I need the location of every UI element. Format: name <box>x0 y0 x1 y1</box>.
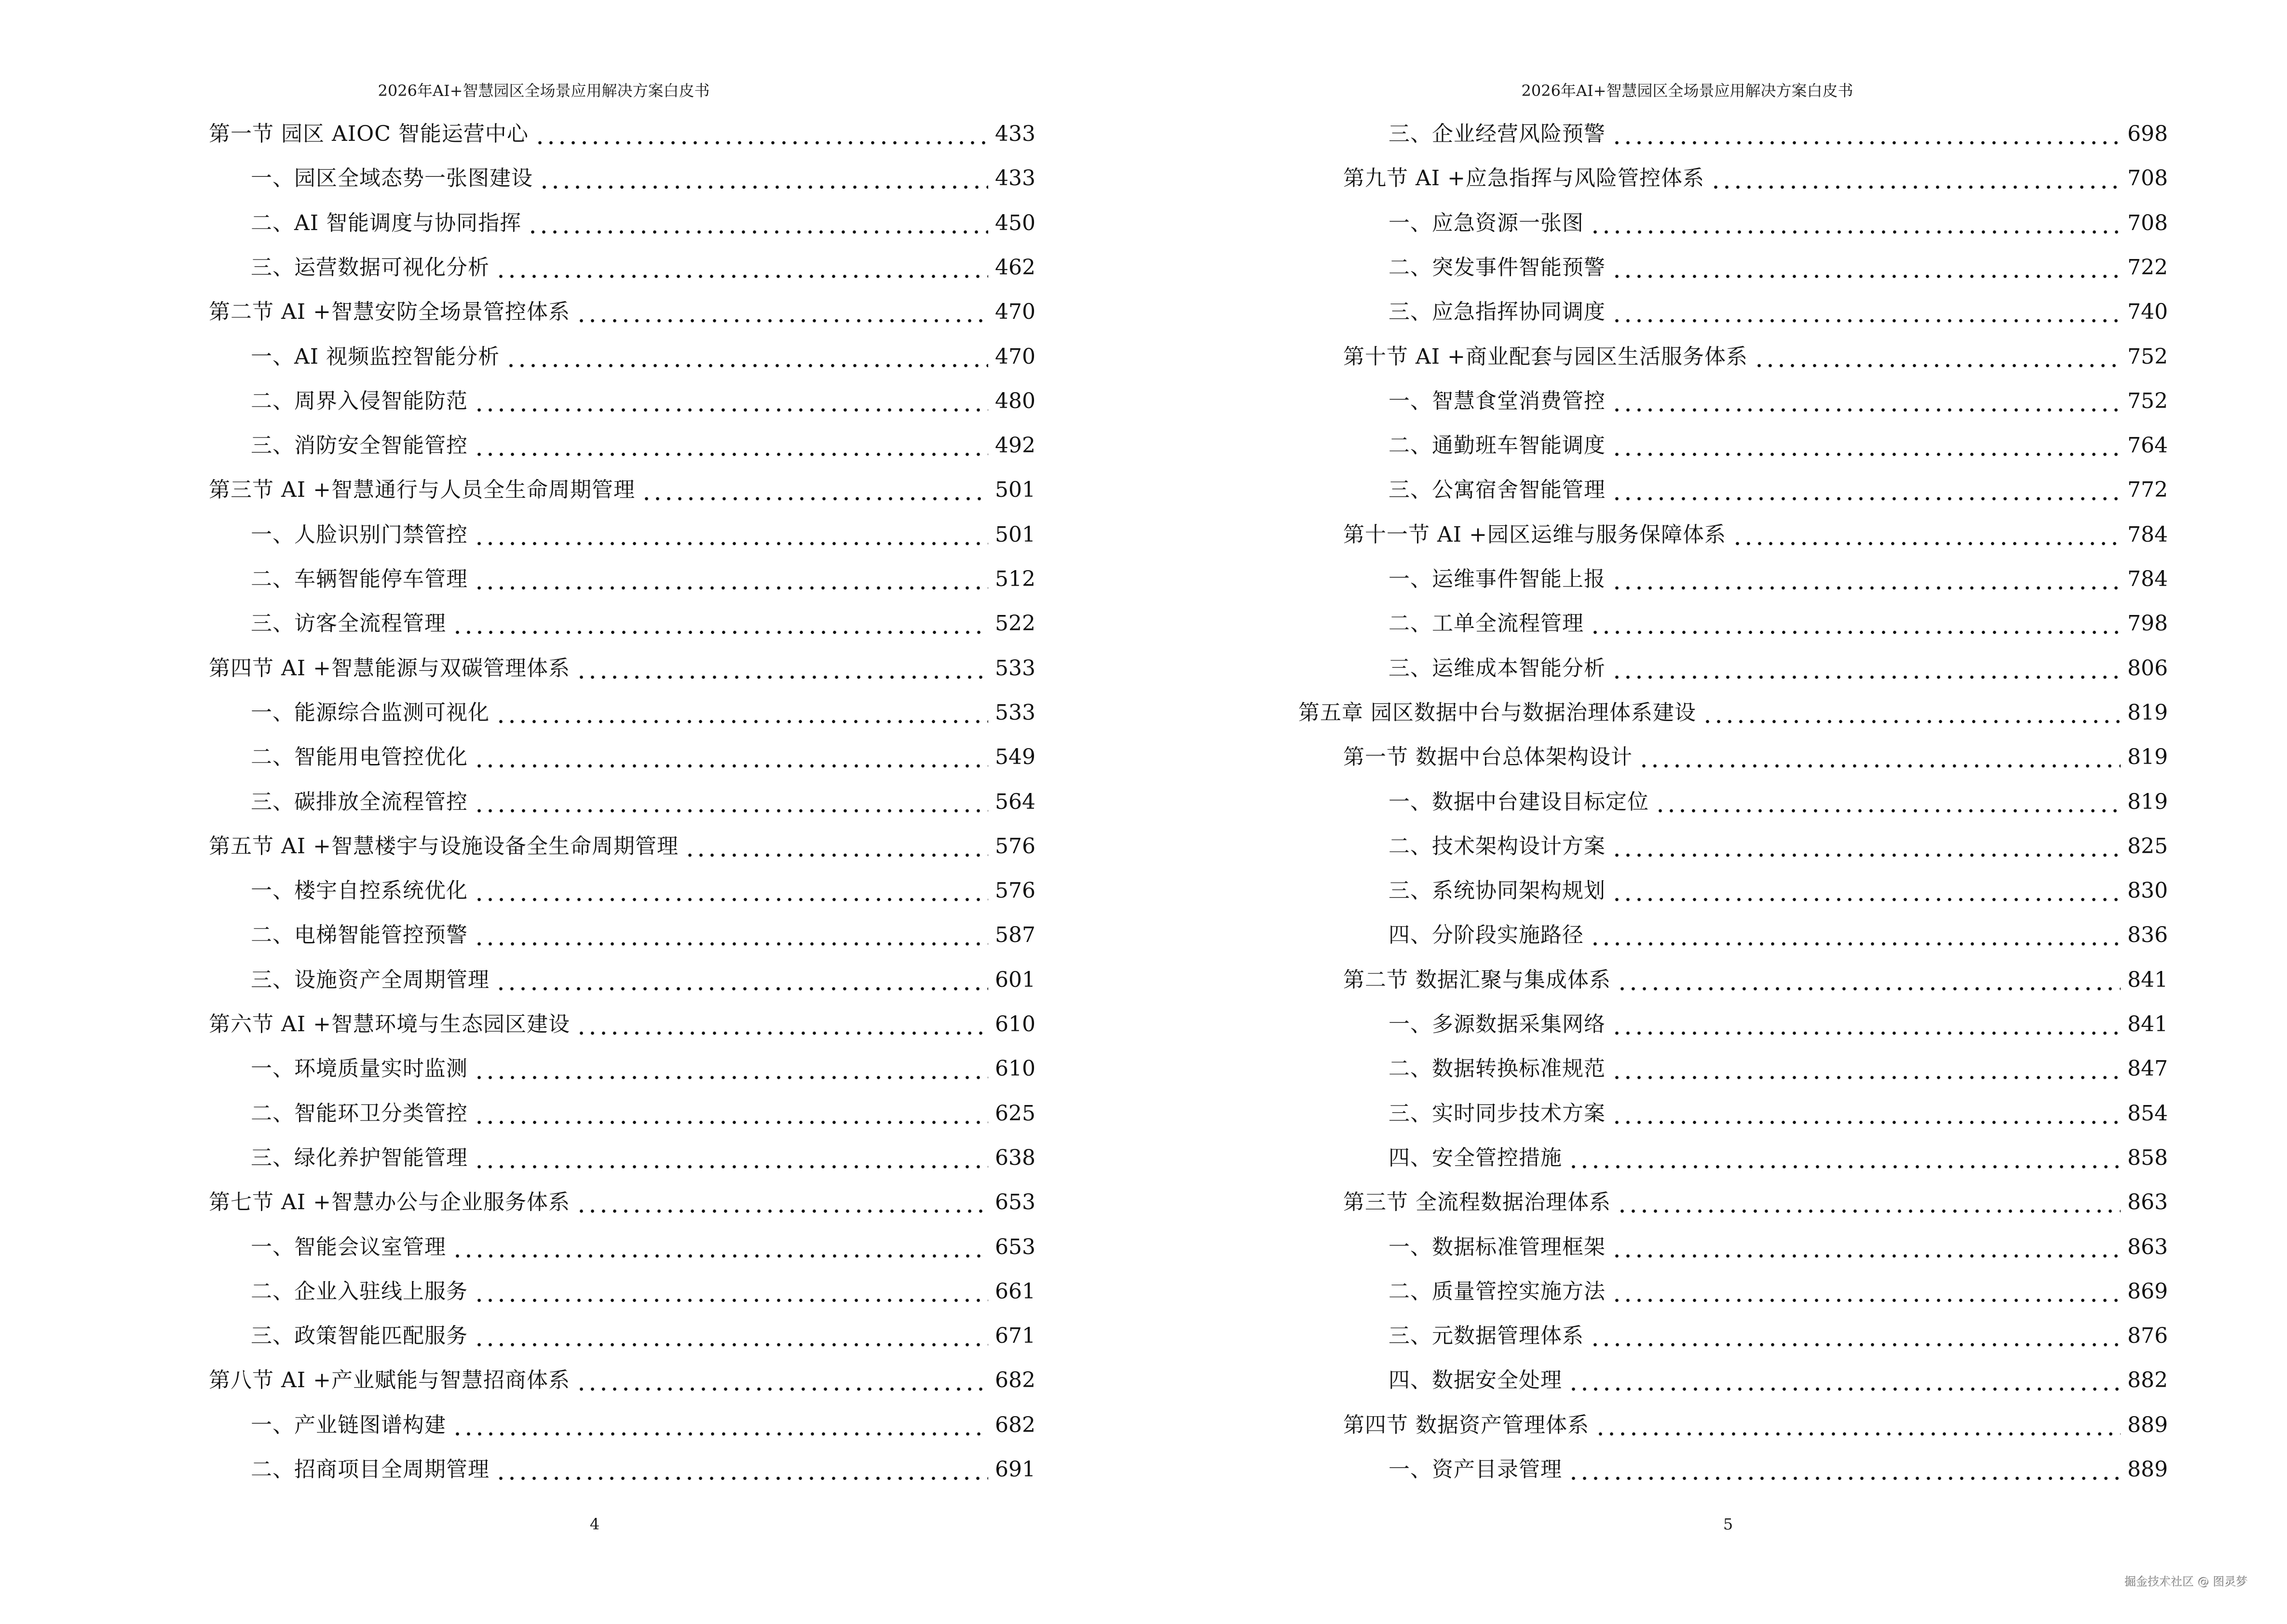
running-header: 2026年AI+智慧园区全场景应用解决方案白皮书 <box>378 82 710 100</box>
toc-entry-title: 二、AI 智能调度与协同指挥 <box>251 211 522 235</box>
toc-entry-page-number: 825 <box>2127 834 2168 859</box>
toc-entry-page-number: 836 <box>2127 923 2168 947</box>
toc-subsection-entry[interactable] <box>251 387 1035 416</box>
toc-entry-page-number: 863 <box>2127 1235 2168 1259</box>
toc-entry-title: 一、智慧食堂消费管控 <box>1389 389 1606 413</box>
toc-entry-page-number: 854 <box>2127 1101 2168 1126</box>
dot-leader <box>576 298 988 327</box>
toc-subsection-entry[interactable] <box>1389 253 2168 282</box>
dot-leader <box>1611 832 2121 861</box>
toc-entry-title: 一、产业链图谱构建 <box>251 1413 446 1437</box>
toc-entry-page-number: 587 <box>995 923 1035 947</box>
toc-entry-title: 第六节 AI +智慧环境与生态园区建设 <box>209 1012 570 1037</box>
toc-entry-page-number: 841 <box>2127 968 2168 992</box>
dot-leader <box>474 1277 988 1306</box>
dot-leader <box>539 164 988 193</box>
toc-entry-page-number: 661 <box>995 1279 1035 1304</box>
dot-leader <box>1611 387 2121 416</box>
page-number: 5 <box>1723 1515 1733 1533</box>
dot-leader <box>1611 654 2121 683</box>
toc-section-entry[interactable] <box>1343 966 2168 995</box>
toc-entry-title: 二、数据转换标准规范 <box>1389 1056 1606 1081</box>
toc-entry-title: 三、应急指挥协同调度 <box>1389 300 1606 324</box>
toc-entry-title: 第九节 AI +应急指挥与风险管控体系 <box>1343 166 1704 191</box>
dot-leader <box>1754 342 2121 371</box>
toc-subsection-entry[interactable] <box>1389 1144 2168 1173</box>
toc-subsection-entry[interactable] <box>1389 1099 2168 1128</box>
toc-entry-page-number: 522 <box>995 611 1035 636</box>
toc-entry-title: 第四节 AI +智慧能源与双碳管理体系 <box>209 656 570 681</box>
toc-entry-title: 第二节 数据汇聚与集成体系 <box>1343 968 1611 992</box>
toc-entry-title: 一、应急资源一张图 <box>1389 211 1584 235</box>
toc-entry-page-number: 841 <box>2127 1012 2168 1037</box>
toc-entry-title: 一、园区全域态势一张图建设 <box>251 166 533 191</box>
toc-section-entry[interactable] <box>209 1366 1035 1395</box>
toc-entry-title: 一、人脸识别门禁管控 <box>251 522 468 547</box>
dot-leader <box>1611 120 2121 149</box>
dot-leader <box>576 654 988 683</box>
dot-leader <box>474 1099 988 1128</box>
toc-subsection-entry[interactable] <box>251 1054 1035 1083</box>
dot-leader <box>474 743 988 772</box>
toc-entry-title: 三、运维成本智能分析 <box>1389 656 1606 681</box>
toc-entry-page-number: 869 <box>2127 1279 2168 1304</box>
toc-subsection-entry[interactable] <box>251 743 1035 772</box>
dot-leader <box>1590 609 2121 638</box>
toc-entry-title: 三、碳排放全流程管控 <box>251 790 468 814</box>
toc-entry-page-number: 858 <box>2127 1146 2168 1170</box>
toc-entry-page-number: 671 <box>995 1324 1035 1348</box>
toc-subsection-entry[interactable] <box>1389 1455 2168 1484</box>
toc-entry-page-number: 653 <box>995 1190 1035 1215</box>
dot-leader <box>1617 1188 2121 1217</box>
dot-leader <box>1655 788 2121 817</box>
dot-leader <box>474 1054 988 1083</box>
toc-entry-title: 一、能源综合监测可视化 <box>251 700 490 725</box>
right-page <box>1144 0 2287 1624</box>
dot-leader <box>1568 1144 2121 1173</box>
toc-entry-page-number: 847 <box>2127 1056 2168 1081</box>
toc-entry-title: 二、智能环卫分类管控 <box>251 1101 468 1126</box>
dot-leader <box>1595 1411 2121 1440</box>
toc-section-entry[interactable] <box>209 476 1035 505</box>
toc-entry-page-number: 889 <box>2127 1457 2168 1482</box>
toc-entry-page-number: 819 <box>2127 700 2168 725</box>
dot-leader <box>495 253 988 282</box>
toc-subsection-entry[interactable] <box>251 1277 1035 1306</box>
toc-entry-title: 一、数据中台建设目标定位 <box>1389 790 1649 814</box>
toc-entry-page-number: 564 <box>995 790 1035 814</box>
toc-subsection-entry[interactable] <box>251 209 1035 238</box>
toc-section-entry[interactable] <box>1343 743 2168 772</box>
toc-subsection-entry[interactable] <box>251 966 1035 995</box>
toc-entry-page-number: 433 <box>995 122 1035 146</box>
toc-subsection-entry[interactable] <box>251 164 1035 193</box>
dot-leader <box>1732 520 2121 549</box>
toc-entry-page-number: 876 <box>2127 1324 2168 1348</box>
toc-subsection-entry[interactable] <box>251 1144 1035 1173</box>
dot-leader <box>474 520 988 549</box>
toc-entry-title: 第五节 AI +智慧楼宇与设施设备全生命周期管理 <box>209 834 679 859</box>
toc-section-entry[interactable] <box>209 298 1035 327</box>
toc-entry-title: 三、政策智能匹配服务 <box>251 1324 468 1348</box>
toc-entry-page-number: 462 <box>995 255 1035 280</box>
dot-leader <box>1611 565 2121 594</box>
dot-leader <box>495 1455 988 1484</box>
toc-entry-title: 三、消防安全智能管控 <box>251 433 468 458</box>
toc-subsection-entry[interactable] <box>251 1233 1035 1262</box>
toc-subsection-entry[interactable] <box>1389 788 2168 817</box>
dot-leader <box>1702 698 2121 727</box>
toc-entry-page-number: 752 <box>2127 389 2168 413</box>
dot-leader <box>452 1233 988 1262</box>
toc-entry-page-number: 784 <box>2127 567 2168 591</box>
dot-leader <box>576 1010 988 1039</box>
dot-leader <box>534 120 988 149</box>
toc-entry-title: 二、通勤班车智能调度 <box>1389 433 1606 458</box>
dot-leader <box>474 1322 988 1351</box>
toc-subsection-entry[interactable] <box>1389 209 2168 238</box>
toc-entry-page-number: 549 <box>995 745 1035 769</box>
watermark: 掘金技术社区 @ 图灵梦 <box>2125 1575 2248 1589</box>
dot-leader <box>452 1411 988 1440</box>
toc-entry-title: 第三节 全流程数据治理体系 <box>1343 1190 1611 1215</box>
toc-entry-title: 三、访客全流程管理 <box>251 611 446 636</box>
toc-entry-page-number: 722 <box>2127 255 2168 280</box>
dot-leader <box>474 431 988 460</box>
dot-leader <box>474 876 988 905</box>
dot-leader <box>1611 476 2121 505</box>
toc-entry-title: 第八节 AI +产业赋能与智慧招商体系 <box>209 1368 570 1392</box>
toc-subsection-entry[interactable] <box>251 1455 1035 1484</box>
toc-section-entry[interactable] <box>209 120 1035 149</box>
toc-entry-title: 三、企业经营风险预警 <box>1389 122 1606 146</box>
dot-leader <box>474 565 988 594</box>
dot-leader <box>684 832 988 861</box>
toc-entry-page-number: 638 <box>995 1146 1035 1170</box>
toc-entry-page-number: 819 <box>2127 790 2168 814</box>
toc-entry-title: 一、智能会议室管理 <box>251 1235 446 1259</box>
toc-subsection-entry[interactable] <box>251 609 1035 638</box>
toc-subsection-entry[interactable] <box>1389 1277 2168 1306</box>
toc-subsection-entry[interactable] <box>251 1322 1035 1351</box>
toc-entry-title: 一、多源数据采集网络 <box>1389 1012 1606 1037</box>
toc-entry-title: 三、公寓宿舍智能管理 <box>1389 478 1606 502</box>
toc-entry-title: 三、系统协同架构规划 <box>1389 878 1606 903</box>
toc-entry-page-number: 576 <box>995 878 1035 903</box>
toc-entry-page-number: 691 <box>995 1457 1035 1482</box>
toc-entry-title: 二、电梯智能管控预警 <box>251 923 468 947</box>
toc-entry-title: 二、周界入侵智能防范 <box>251 389 468 413</box>
toc-entry-page-number: 784 <box>2127 522 2168 547</box>
toc-entry-title: 第十一节 AI +园区运维与服务保障体系 <box>1343 522 1726 547</box>
toc-subsection-entry[interactable] <box>251 1411 1035 1440</box>
toc-entry-page-number: 806 <box>2127 656 2168 681</box>
page-number: 4 <box>589 1515 600 1533</box>
toc-section-entry[interactable] <box>1343 1188 2168 1217</box>
toc-entry-title: 一、运维事件智能上报 <box>1389 567 1606 591</box>
toc-subsection-entry[interactable] <box>1389 1233 2168 1262</box>
toc-subsection-entry[interactable] <box>251 253 1035 282</box>
toc-entry-page-number: 863 <box>2127 1190 2168 1215</box>
toc-subsection-entry[interactable] <box>251 520 1035 549</box>
toc-entry-title: 四、安全管控措施 <box>1389 1146 1562 1170</box>
dot-leader <box>1611 1010 2121 1039</box>
toc-section-entry[interactable] <box>1343 520 2168 549</box>
toc-entry-title: 四、数据安全处理 <box>1389 1368 1562 1392</box>
dot-leader <box>1611 253 2121 282</box>
toc-entry-page-number: 480 <box>995 389 1035 413</box>
dot-leader <box>1611 1277 2121 1306</box>
toc-entry-title: 四、分阶段实施路径 <box>1389 923 1584 947</box>
toc-entry-title: 二、车辆智能停车管理 <box>251 567 468 591</box>
toc-subsection-entry[interactable] <box>1389 1054 2168 1083</box>
dot-leader <box>474 1144 988 1173</box>
dot-leader <box>505 342 988 371</box>
toc-entry-page-number: 512 <box>995 567 1035 591</box>
toc-subsection-entry[interactable] <box>1389 1010 2168 1039</box>
toc-subsection-entry[interactable] <box>1389 298 2168 327</box>
dot-leader <box>1611 876 2121 905</box>
toc-section-entry[interactable] <box>209 654 1035 683</box>
toc-entry-title: 第一节 数据中台总体架构设计 <box>1343 745 1633 769</box>
toc-entry-page-number: 610 <box>995 1056 1035 1081</box>
toc-entry-title: 第四节 数据资产管理体系 <box>1343 1413 1589 1437</box>
dot-leader <box>474 921 988 950</box>
toc-subsection-entry[interactable] <box>1389 832 2168 861</box>
dot-leader <box>1590 921 2121 950</box>
toc-entry-page-number: 450 <box>995 211 1035 235</box>
toc-section-entry[interactable] <box>209 1188 1035 1217</box>
toc-section-entry[interactable] <box>1343 164 2168 193</box>
toc-entry-page-number: 819 <box>2127 745 2168 769</box>
toc-subsection-entry[interactable] <box>1389 387 2168 416</box>
toc-entry-title: 一、资产目录管理 <box>1389 1457 1562 1482</box>
toc-entry-page-number: 889 <box>2127 1413 2168 1437</box>
toc-entry-page-number: 830 <box>2127 878 2168 903</box>
toc-entry-title: 二、招商项目全周期管理 <box>251 1457 490 1482</box>
toc-entry-page-number: 682 <box>995 1413 1035 1437</box>
dot-leader <box>495 966 988 995</box>
toc-entry-page-number: 625 <box>995 1101 1035 1126</box>
toc-entry-page-number: 501 <box>995 478 1035 502</box>
dot-leader <box>1710 164 2121 193</box>
dot-leader <box>1611 1233 2121 1262</box>
toc-entry-title: 三、实时同步技术方案 <box>1389 1101 1606 1126</box>
dot-leader <box>1568 1455 2121 1484</box>
toc-entry-page-number: 682 <box>995 1368 1035 1392</box>
dot-leader <box>1590 209 2121 238</box>
toc-subsection-entry[interactable] <box>1389 876 2168 905</box>
toc-entry-page-number: 798 <box>2127 611 2168 636</box>
dot-leader <box>1638 743 2121 772</box>
toc-subsection-entry[interactable] <box>251 565 1035 594</box>
dot-leader <box>1611 298 2121 327</box>
toc-entry-title: 第三节 AI +智慧通行与人员全生命周期管理 <box>209 478 635 502</box>
toc-entry-title: 二、智能用电管控优化 <box>251 745 468 769</box>
toc-subsection-entry[interactable] <box>251 1099 1035 1128</box>
toc-entry-page-number: 698 <box>2127 122 2168 146</box>
toc-entry-title: 三、元数据管理体系 <box>1389 1324 1584 1348</box>
toc-entry-title: 一、AI 视频监控智能分析 <box>251 344 500 369</box>
dot-leader <box>474 387 988 416</box>
toc-subsection-entry[interactable] <box>1389 565 2168 594</box>
toc-entry-title: 一、数据标准管理框架 <box>1389 1235 1606 1259</box>
toc-entry-page-number: 708 <box>2127 211 2168 235</box>
toc-entry-page-number: 576 <box>995 834 1035 859</box>
dot-leader <box>1568 1366 2121 1395</box>
dot-leader <box>1590 1322 2121 1351</box>
toc-entry-page-number: 708 <box>2127 166 2168 191</box>
toc-entry-title: 第一节 园区 AIOC 智能运营中心 <box>209 122 529 146</box>
toc-chapter-entry[interactable] <box>1298 698 2168 727</box>
toc-subsection-entry[interactable] <box>1389 921 2168 950</box>
toc-entry-title: 二、质量管控实施方法 <box>1389 1279 1606 1304</box>
toc-subsection-entry[interactable] <box>251 788 1035 817</box>
toc-subsection-entry[interactable] <box>1389 476 2168 505</box>
toc-subsection-entry[interactable] <box>1389 1366 2168 1395</box>
toc-entry-title: 三、运营数据可视化分析 <box>251 255 490 280</box>
toc-subsection-entry[interactable] <box>251 876 1035 905</box>
toc-entry-page-number: 882 <box>2127 1368 2168 1392</box>
dot-leader <box>1611 431 2121 460</box>
toc-entry-page-number: 601 <box>995 968 1035 992</box>
toc-subsection-entry[interactable] <box>1389 609 2168 638</box>
toc-subsection-entry[interactable] <box>1389 654 2168 683</box>
toc-entry-title: 二、企业入驻线上服务 <box>251 1279 468 1304</box>
toc-subsection-entry[interactable] <box>251 431 1035 460</box>
toc-entry-title: 一、楼宇自控系统优化 <box>251 878 468 903</box>
toc-entry-page-number: 764 <box>2127 433 2168 458</box>
toc-subsection-entry[interactable] <box>1389 431 2168 460</box>
toc-entry-page-number: 433 <box>995 166 1035 191</box>
toc-entry-page-number: 772 <box>2127 478 2168 502</box>
toc-entry-title: 三、设施资产全周期管理 <box>251 968 490 992</box>
toc-entry-page-number: 492 <box>995 433 1035 458</box>
toc-subsection-entry[interactable] <box>251 342 1035 371</box>
dot-leader <box>1611 1054 2121 1083</box>
toc-subsection-entry[interactable] <box>1389 120 2168 149</box>
toc-entry-title: 二、突发事件智能预警 <box>1389 255 1606 280</box>
toc-subsection-entry[interactable] <box>251 921 1035 950</box>
toc-entry-title: 二、技术架构设计方案 <box>1389 834 1606 859</box>
toc-entry-page-number: 752 <box>2127 344 2168 369</box>
dot-leader <box>1617 966 2121 995</box>
running-header: 2026年AI+智慧园区全场景应用解决方案白皮书 <box>1521 82 1853 100</box>
toc-entry-title: 第二节 AI +智慧安防全场景管控体系 <box>209 300 570 324</box>
toc-section-entry[interactable] <box>209 1010 1035 1039</box>
dot-leader <box>641 476 988 505</box>
toc-entry-page-number: 740 <box>2127 300 2168 324</box>
toc-subsection-entry[interactable] <box>251 698 1035 727</box>
dot-leader <box>452 609 988 638</box>
toc-subsection-entry[interactable] <box>1389 1322 2168 1351</box>
toc-entry-title: 一、环境质量实时监测 <box>251 1056 468 1081</box>
toc-section-entry[interactable] <box>1343 342 2168 371</box>
toc-entry-page-number: 533 <box>995 700 1035 725</box>
toc-entry-page-number: 470 <box>995 300 1035 324</box>
toc-entry-page-number: 610 <box>995 1012 1035 1037</box>
toc-entry-title: 三、绿化养护智能管理 <box>251 1146 468 1170</box>
dot-leader <box>527 209 988 238</box>
toc-entry-page-number: 470 <box>995 344 1035 369</box>
toc-entry-page-number: 653 <box>995 1235 1035 1259</box>
toc-entry-title: 第十节 AI +商业配套与园区生活服务体系 <box>1343 344 1748 369</box>
toc-section-entry[interactable] <box>209 832 1035 861</box>
dot-leader <box>495 698 988 727</box>
toc-entry-title: 第五章 园区数据中台与数据治理体系建设 <box>1298 700 1696 725</box>
dot-leader <box>576 1188 988 1217</box>
dot-leader <box>1611 1099 2121 1128</box>
toc-entry-title: 第七节 AI +智慧办公与企业服务体系 <box>209 1190 570 1215</box>
toc-section-entry[interactable] <box>1343 1411 2168 1440</box>
dot-leader <box>474 788 988 817</box>
toc-entry-page-number: 501 <box>995 522 1035 547</box>
toc-entry-title: 二、工单全流程管理 <box>1389 611 1584 636</box>
dot-leader <box>576 1366 988 1395</box>
toc-entry-page-number: 533 <box>995 656 1035 681</box>
